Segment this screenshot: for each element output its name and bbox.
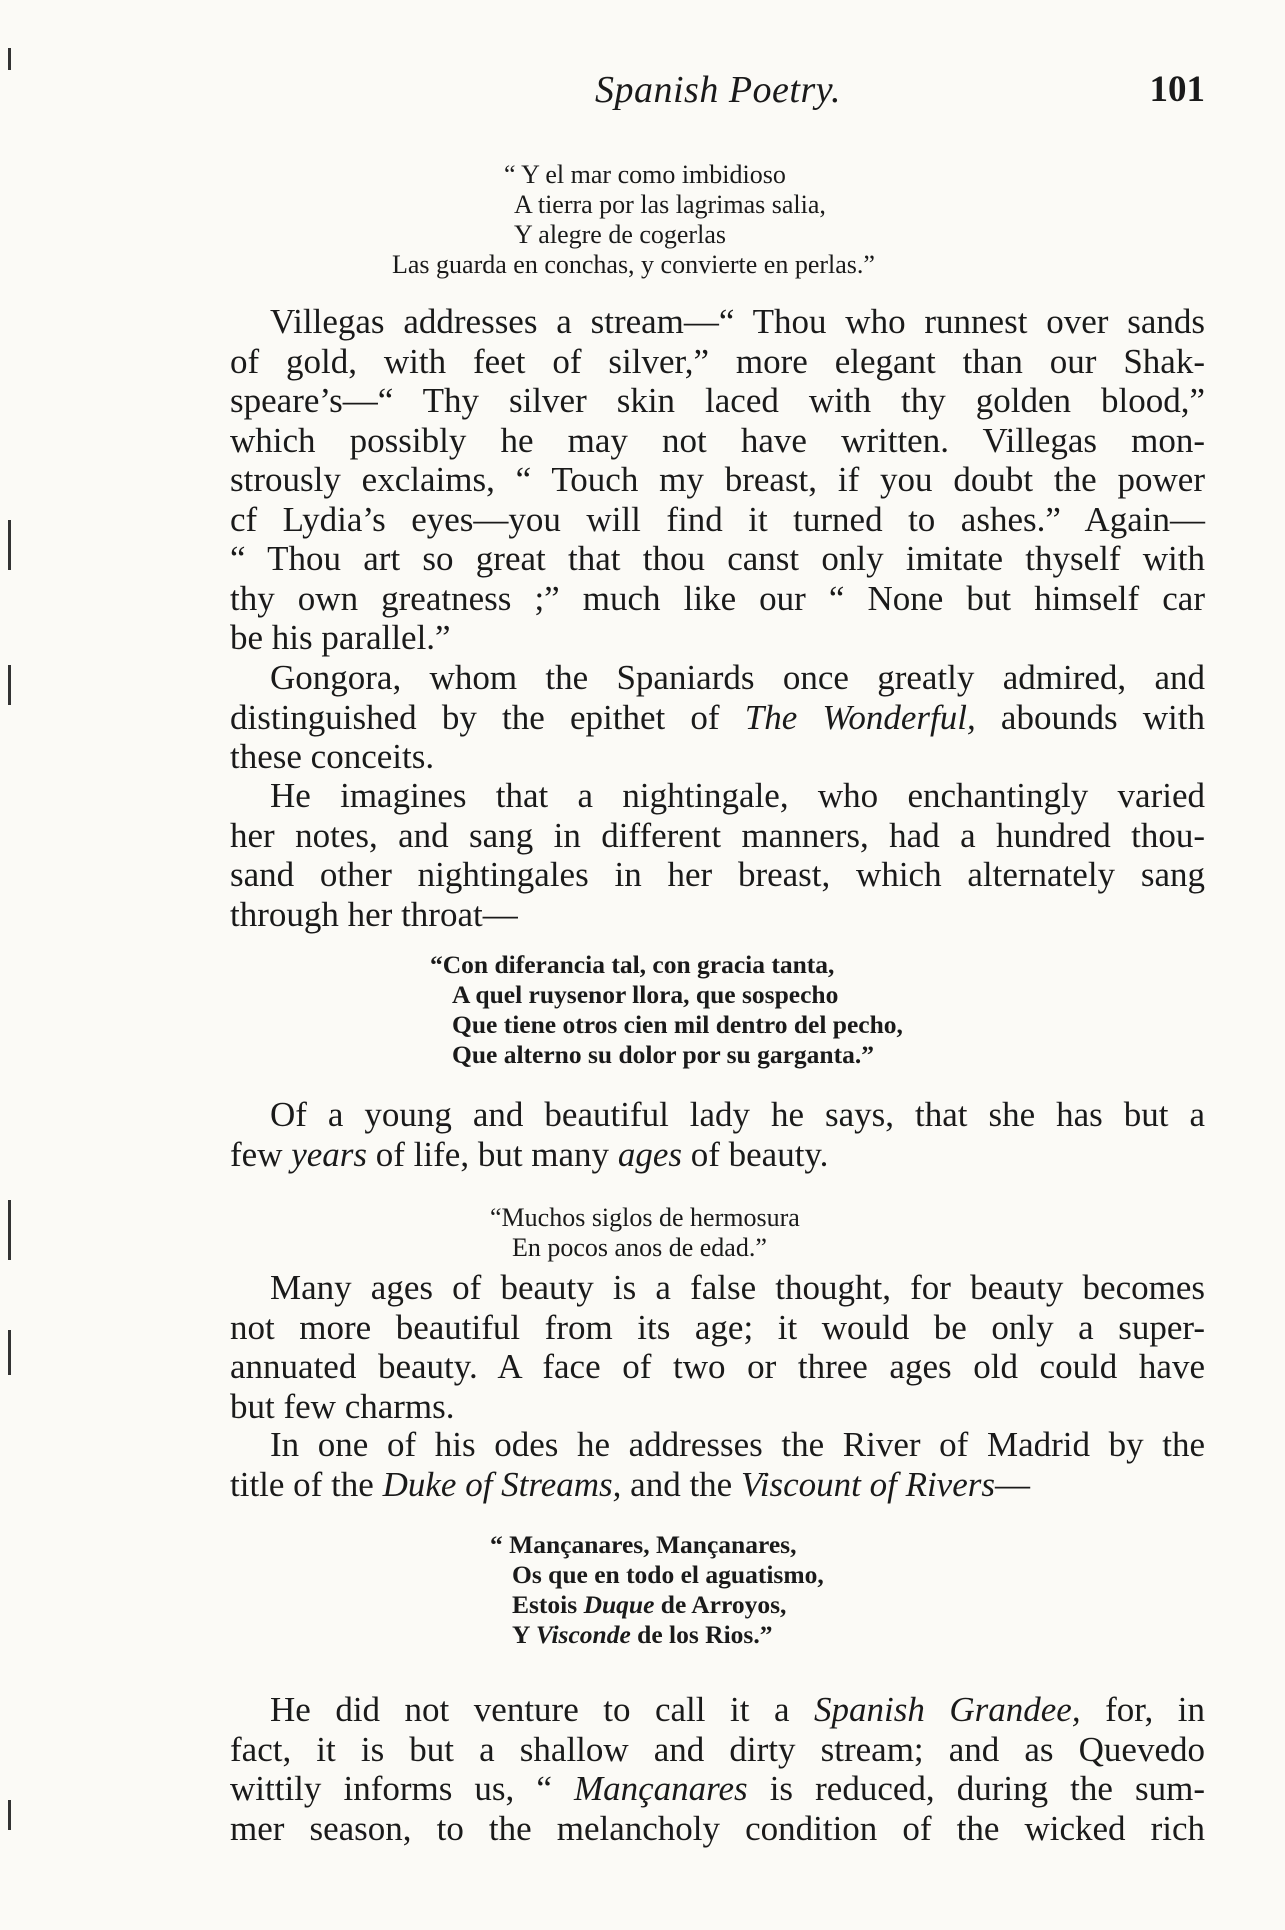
verse-line: “Con diferancia tal, con gracia tanta, <box>430 950 835 979</box>
italic-word: ages <box>617 1134 682 1174</box>
text-line: Of a young and beautiful lady he says, that she has but a <box>270 1095 1205 1134</box>
text-line: mer season, to the melancholy condition of the wicked rich <box>230 1808 1205 1848</box>
text-span: wittily informs us, “ <box>230 1769 574 1808</box>
text-line: Villegas addresses a stream—“ Thou who runnest over sands <box>270 302 1205 341</box>
text-line: He imagines that a nightingale, who enchantingly varied <box>270 776 1205 815</box>
text-line: sand other nightingales in her breast, which alternately sang <box>230 855 1205 894</box>
italic-word: years <box>291 1134 368 1174</box>
italic-phrase: Duke of Streams, <box>382 1464 622 1504</box>
verse-line: En pocos anos de edad.” <box>512 1233 767 1262</box>
text-span: Y <box>512 1620 536 1649</box>
text-line: of gold, with feet of silver,” more elegant than our Shak- <box>230 341 1205 381</box>
verse-line: Que tiene otros cien mil dentro del pecho, <box>452 1010 903 1039</box>
text-line <box>230 1135 1205 1175</box>
verse-block-2 <box>430 950 903 1070</box>
running-title: Spanish Poetry. <box>595 69 842 111</box>
verse-line: Que alterno su dolor por su garganta.” <box>452 1040 874 1069</box>
verse-line <box>490 1620 824 1650</box>
text-line: be his parallel.” <box>230 618 451 657</box>
italic-word: Mançanares <box>573 1769 748 1808</box>
text-span: de los Rios.” <box>630 1620 773 1649</box>
text-line: annuated beauty. A face of two or three ages old could have <box>230 1347 1205 1386</box>
verse-line: Y alegre de cogerlas <box>514 220 726 249</box>
italic-word: Duque <box>583 1590 655 1619</box>
text-line: fact, it is but a shallow and dirty stream; and as Quevedo <box>230 1729 1205 1769</box>
text-span: distinguished by the epithet of <box>230 697 745 737</box>
text-span: of life, but many <box>367 1134 618 1174</box>
text-span: He did not venture to call it a <box>270 1690 815 1729</box>
page-number: 101 <box>1149 69 1205 110</box>
text-line: thy own greatness ;” much like our “ None but himself car <box>230 578 1205 618</box>
text-span: is reduced, during the sum- <box>747 1769 1205 1808</box>
verse-block-4 <box>490 1530 824 1650</box>
text-line: strously exclaims, “ Touch my breast, if you doubt the power <box>230 460 1205 499</box>
text-line <box>230 1769 1205 1809</box>
italic-word: Visconde <box>535 1620 631 1649</box>
text-span: abounds with <box>975 697 1206 737</box>
text-line: through her throat— <box>230 894 518 934</box>
text-line: “ Thou art so great that thou canst only imitate thyself with <box>230 539 1205 578</box>
verse-line: Las guarda en conchas, y convierte en perlas.” <box>392 250 875 279</box>
text-line: these conceits. <box>230 737 435 776</box>
italic-phrase: Viscount of Rivers <box>740 1464 995 1504</box>
text-span: of beauty. <box>681 1134 829 1174</box>
verse-line: “Muchos siglos de hermosura <box>490 1203 800 1232</box>
scan-margin-mark <box>8 665 11 705</box>
verse-line: A quel ruysenor llora, que sospecho <box>452 980 839 1009</box>
text-line: but few charms. <box>230 1386 455 1426</box>
verse-block-3 <box>490 1203 800 1263</box>
text-span: for, in <box>1080 1690 1205 1729</box>
paragraph-odes <box>230 1425 1205 1504</box>
verse-line: “ Y el mar como imbidioso <box>504 160 786 189</box>
text-line: her notes, and sang in different manners, had a hundred thou- <box>230 815 1205 855</box>
text-span: and the <box>621 1464 741 1504</box>
scan-margin-mark <box>8 1200 11 1260</box>
scan-margin-mark <box>8 48 11 70</box>
text-line: In one of his odes he addresses the River of Madrid by the <box>270 1425 1205 1464</box>
text-line <box>230 1465 1205 1505</box>
text-line: which possibly he may not have written. Villegas mon- <box>230 420 1205 460</box>
italic-phrase: Spanish Grandee, <box>814 1690 1081 1729</box>
verse-block-1 <box>392 160 875 280</box>
italic-phrase: The Wonderful, <box>744 697 976 737</box>
paragraph-many-ages <box>230 1268 1205 1426</box>
scan-margin-mark <box>8 1330 11 1375</box>
paragraph-young-lady <box>230 1095 1205 1174</box>
verse-line: A tierra por las lagrimas salia, <box>514 190 826 219</box>
text-span: Estois <box>512 1590 584 1619</box>
scan-margin-mark <box>8 520 11 570</box>
paragraph-grandee <box>230 1690 1205 1848</box>
text-line <box>230 698 1205 738</box>
text-span: — <box>994 1464 1030 1504</box>
verse-line <box>490 1590 824 1620</box>
text-line: not more beautiful from its age; it would be only a super- <box>230 1307 1205 1347</box>
paragraph-villegas <box>230 302 1205 658</box>
scan-margin-mark <box>8 1800 11 1830</box>
text-span: de Arroyos, <box>654 1590 787 1619</box>
text-line: cf Lydia’s eyes—you will find it turned to ashes.” Again— <box>230 499 1205 539</box>
text-span: title of the <box>230 1464 383 1504</box>
text-line: Many ages of beauty is a false thought, for beauty becomes <box>270 1268 1205 1307</box>
paragraph-gongora <box>230 658 1205 777</box>
verse-line: Os que en todo el aguatismo, <box>512 1560 824 1589</box>
text-line: Gongora, whom the Spaniards once greatly admired, and <box>270 658 1205 697</box>
text-line: speare’s—“ Thy silver skin laced with thy golden blood,” <box>230 381 1205 420</box>
page-header <box>230 68 1205 118</box>
verse-line: “ Mançanares, Mançanares, <box>490 1530 797 1559</box>
text-line <box>230 1690 1205 1730</box>
text-span: few <box>230 1134 292 1174</box>
paragraph-nightingale <box>230 776 1205 934</box>
